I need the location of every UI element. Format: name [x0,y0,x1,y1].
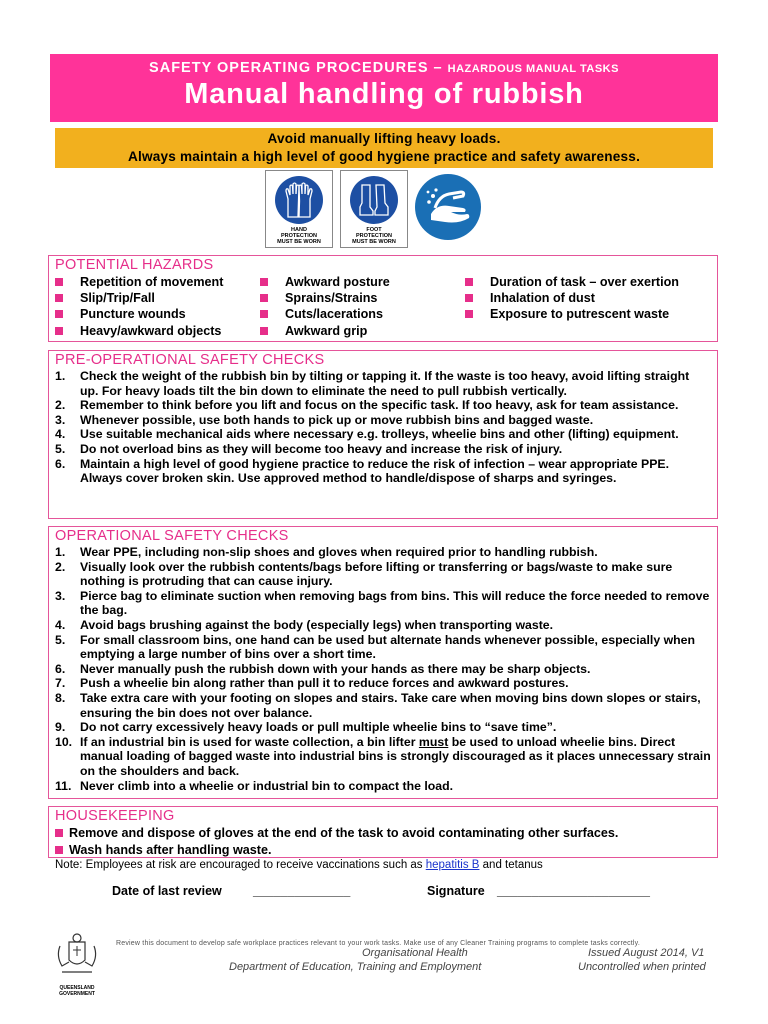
vaccination-note: Note: Employees at risk are encouraged to receive vaccinations such as hepatitis B and tetanus [55,859,543,871]
foot-caption-2: PROTECTION [355,233,393,239]
hazards-column-1 [55,274,260,339]
subtitle-dash: – [428,60,448,76]
hazard-label: Awkward posture [285,275,390,289]
hazards-list [49,274,717,339]
potential-hazards-section [48,255,718,342]
pre-operational-list [49,369,717,486]
hazard-item [55,290,260,306]
section-heading-pre-operational: PRE-OPERATIONAL SAFETY CHECKS [55,352,325,368]
footer-org: Organisational Health [362,947,468,959]
hand-caption-1: HAND [291,227,307,233]
hazard-label: Slip/Trip/Fall [80,291,155,306]
date-of-review-label: Date of last review [112,884,222,898]
crest-icon [52,932,102,980]
list-item: 1. Check the weight of the rubbish bin by tilting or tapping it. If the waste is too heavy, avoid lifting straight up. For heavy loads tilt the bin down to eliminate the need to pull rubbish vertically. [55,369,690,398]
list-item: 3. Whenever possible, use both hands to pick up or move rubbish bins and bagged waste. [55,412,594,427]
housekeeping-section [48,806,718,858]
list-item: 6. Maintain a high level of good hygiene practice to reduce the risk of infection – wear appropriate PPE. Always cover broken skin. Use approved method to handle/dispose of sharps and syringes. [55,456,670,486]
operational-checks-section [48,526,718,799]
hazard-item [55,274,260,290]
footer-uncontrolled: Uncontrolled when printed [578,961,706,973]
subtitle-small: HAZARDOUS MANUAL TASKS [447,63,619,75]
gloves-icon [275,176,323,224]
pre-operational-checks-section [48,350,718,519]
list-item: 2. Remember to think before you lift and focus on the specific task. If too heavy, ask for team assistance. [55,398,679,413]
handwash-icon [415,174,481,240]
crest-label-1: QUEENSLAND [59,985,95,991]
list-item: 3. Pierce bag to eliminate suction when removing bags from bins. This will reduce the force needed to remove the bag. [55,588,710,618]
hazard-item [55,323,260,339]
list-item: 5. For small classroom bins, one hand can be used but alternate hands whenever possible, especially when emptying a large number of bins over a short time. [55,632,696,662]
section-heading-hazards: POTENTIAL HAZARDS [55,257,214,273]
footer-issued: Issued August 2014, V1 [588,947,705,959]
foot-caption-1: FOOT [366,227,382,233]
list-item: 1. Wear PPE, including non-slip shoes and gloves when required prior to handling rubbish. [55,545,598,559]
hazard-item [465,290,679,306]
list-item: 2. Visually look over the rubbish contents/bags before lifting or transferring or bags/waste to make sure nothing is protruding that can cause injury. [55,559,673,589]
boots-icon [350,176,398,224]
subtitle-main: SAFETY OPERATING PROCEDURES [149,60,429,76]
list-item: 6. Never manually push the rubbish down with your hands as there may be sharp objects. [55,661,591,676]
list-item: 4. Avoid bags brushing against the body (especially legs) when transporting waste. [55,617,554,632]
list-item: 11. Never climb into a wheelie or industrial bin to compact the load. [55,778,454,793]
list-item: 10. If an industrial bin is used for waste collection, a bin lifter must be used to unload wheelie bins. Direct manual loading of bagged waste into industrial bins is strongly discouraged as it places unnecessary strain on the shoulders and back. [55,734,711,778]
hazards-column-2 [260,274,465,339]
section-heading-operational: OPERATIONAL SAFETY CHECKS [55,528,289,544]
list-item: 5. Do not overload bins as they will become too heavy and increase the risk of injury. [55,441,563,456]
hazard-item [465,274,679,290]
queensland-government-logo [52,932,102,997]
document-type [50,60,718,76]
hazard-label: Heavy/awkward objects [80,323,222,338]
hazard-label: Inhalation of dust [490,291,595,306]
banner-line-2: Always maintain a high level of good hygiene practice and safety awareness. [127,149,641,164]
hand-protection-sign [265,170,333,248]
hand-caption-2: PROTECTION [280,233,318,239]
banner-line-1: Avoid manually lifting heavy loads. [267,131,501,146]
hazard-item [260,274,465,290]
footer-disclaimer: Review this document to develop safe workplace practices relevant to your work tasks. Make use of any Cleaner Training programs to complete tasks correctly. [116,940,641,947]
foot-protection-sign [340,170,408,248]
housekeeping-item: Remove and dispose of gloves at the end of the task to avoid contaminating other surfaces. [55,825,717,842]
hazard-item [260,290,465,306]
hepatitis-b-link[interactable]: hepatitis B [425,859,480,871]
hazard-item [260,323,465,339]
hazard-item [260,306,465,322]
crest-label-2: GOVERNMENT [59,991,95,997]
signature-field[interactable]: ______________________ [497,884,650,898]
header-banner [50,54,718,122]
hand-caption-3: MUST BE WORN [277,239,321,245]
page-title: Manual handling of rubbish [184,78,584,110]
date-of-review-field[interactable]: ______________ [253,884,351,898]
footer-department: Department of Education, Training and Employment [229,961,482,973]
hazard-label: Exposure to putrescent waste [490,307,670,322]
hazard-label: Duration of task – over exertion [490,275,679,289]
hazards-column-3 [465,274,679,339]
operational-list [49,545,717,793]
hazard-item [465,306,679,322]
hazard-item [55,306,260,322]
hazard-label: Cuts/lacerations [285,307,383,322]
hand-sign-caption [266,227,332,245]
list-item: 9. Do not carry excessively heavy loads or pull multiple wheelie bins to “save time”. [55,720,557,735]
hazard-label: Puncture wounds [80,307,186,322]
ppe-signs [265,170,485,246]
hazard-label: Awkward grip [285,323,368,338]
foot-sign-caption [341,227,407,245]
housekeeping-item: Wash hands after handling waste. [55,842,717,859]
hazard-label: Sprains/Strains [285,291,378,306]
signature-label: Signature [427,884,485,898]
section-heading-housekeeping: HOUSEKEEPING [55,808,175,824]
list-item: 7. Push a wheelie bin along rather than pull it to reduce forces and awkward postures. [55,676,569,691]
hazard-label: Repetition of movement [80,275,224,289]
foot-caption-3: MUST BE WORN [352,239,396,245]
list-item: 4. Use suitable mechanical aids where necessary e.g. trolleys, wheelie bins and other (lifting) equipment. [55,427,679,442]
warning-banner [55,128,713,168]
list-item: 8. Take extra care with your footing on slopes and stairs. Take care when moving bins down slopes or stairs, ensuring the bin does not over balance. [55,690,701,720]
housekeeping-list [49,825,717,858]
